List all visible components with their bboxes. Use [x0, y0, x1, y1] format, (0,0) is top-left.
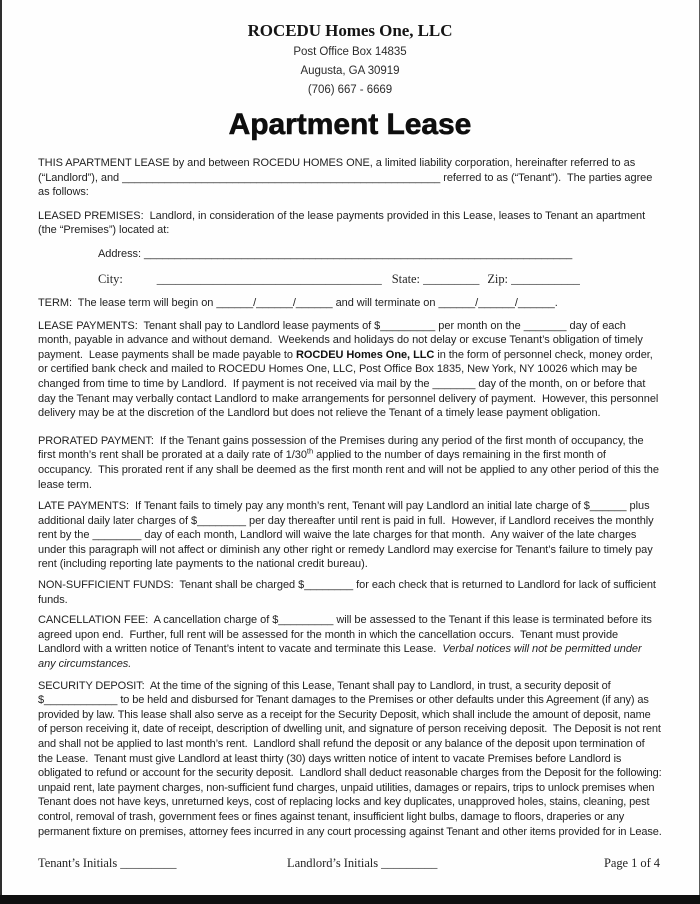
leased-premises-paragraph — [38, 209, 662, 238]
lease-payments-text-2: per month on the — [435, 319, 524, 332]
address-label: Address: — [98, 247, 145, 260]
late-payments-text-2: plus additional daily later charges of $ — [38, 500, 653, 527]
waive-day-blank: ________ — [92, 529, 142, 542]
non-sufficient-funds-paragraph — [38, 578, 662, 607]
late-payments-text-4: day of each month, Landlord will waive the late charges for that month. Any waiver of the late charges under this paragraph will not affect or diminish any other right or remedy Landlord may exercise for Tenant’s failure to timely pay rent (including reporting late payments to the national credit bureau). — [38, 529, 656, 571]
company-phone: (706) 667 - 6669 — [307, 84, 393, 96]
prorated-payment-paragraph — [38, 434, 662, 492]
cancellation-fee-paragraph — [38, 613, 662, 671]
scan-edge-left — [0, 0, 2, 904]
letterhead — [38, 20, 662, 98]
leased-premises-text: LEASED PREMISES: Landlord, in consideration of the lease payments provided in this Lease, leases to Tenant an apartment (the “Premises”) located at: — [38, 209, 649, 237]
prorated-superscript: th — [306, 446, 314, 456]
cancellation-text-1: CANCELLATION FEE: A cancellation charge of $ — [38, 614, 279, 627]
nsf-charge-blank: ________ — [304, 579, 354, 592]
payable-to-company: ROCDEU Homes One, LLC — [296, 348, 435, 361]
tenant-name-blank: ____________________________________________________ — [122, 171, 441, 184]
prorated-text-1: PRORATED PAYMENT: If the Tenant gains possession of the Premises during any period of the first month of occupancy, the first month’s rent shall be prorated at a daily rate of 1/30 — [38, 434, 647, 462]
address-blank: ______________________________________________________________________ — [144, 247, 573, 260]
zip-blank: ___________ — [507, 271, 580, 286]
lease-payments-text-4: in the form of personnel check, money order, or certified bank check and mailed to ROCEDU Homes One, LLC, Post Office Box 1835, New York, NY 10026 which may be changed from time to time by Landlord. If payment is not received via mail by the — [38, 348, 656, 390]
security-deposit-text-1: SECURITY DEPOSIT: At the time of the signing of this Lease, Tenant shall pay to Landlord, in trust, a security deposit of $ — [38, 679, 614, 707]
term-end-date-blank: ______/______/______ — [438, 296, 555, 309]
city-label: City: — [98, 271, 123, 286]
lease-payments-text-1: LEASE PAYMENTS: Tenant shall pay to Landlord lease payments of $ — [38, 319, 381, 332]
document-title: Apartment Lease — [228, 108, 472, 141]
nsf-text-2: for each check that is returned to Landlord for lack of sufficient funds. — [38, 579, 659, 606]
cancellation-italic-notice: Verbal notices will not be permitted under any circumstances. — [38, 643, 645, 671]
due-day-blank: _______ — [523, 319, 567, 332]
initial-late-charge-blank: ______ — [589, 500, 627, 513]
prorated-text-2: applied to the number of days remaining in the first month of occupancy. This prorated rent if any shall be deemed as the first month rent and will not be applied to any other period of this the lease term. — [38, 449, 662, 491]
page-number: Page 1 of 4 — [603, 856, 660, 870]
security-deposit-paragraph — [38, 679, 668, 840]
state-label: State: — [391, 271, 420, 286]
lease-payments-text-5: day of the month, on or before that day the Tenant may verbally contact Landlord to make arrangements for personnel delivery of payment. However, this personnel delivery may be at the discretion of the Landlord but does not relieve the Tenant of a timely lease payment obligation. — [38, 377, 662, 420]
term-text-1: TERM: The lease term will begin on — [38, 296, 217, 309]
tenant-initials-label: Tenant’s Initials — [38, 856, 121, 870]
intro-text-2: referred to as (“Tenant”). The parties agree as follows: — [38, 171, 656, 199]
state-blank: _________ — [419, 271, 480, 286]
late-payments-paragraph — [38, 499, 662, 572]
intro-text-1: THIS APARTMENT LEASE by and between ROCEDU HOMES ONE, a limited liability corporation, hereinafter referred to as (“Landlord”), and — [38, 157, 639, 184]
term-text-2: and will terminate on — [332, 296, 439, 309]
company-name: ROCEDU Homes One, LLC — [247, 21, 453, 40]
lease-payments-paragraph — [38, 319, 662, 421]
city-blank: ____________________________________ — [156, 271, 382, 286]
late-payments-text-3: per day thereafter until rent is paid in full. However, if Landlord receives the monthly rent by the — [38, 514, 657, 542]
zip-label: Zip: — [487, 271, 508, 286]
intro-paragraph — [38, 156, 662, 200]
security-deposit-amount-blank: ____________ — [44, 694, 118, 707]
term-begin-date-blank: ______/______/______ — [216, 296, 333, 309]
nsf-text-1: NON-SUFFICIENT FUNDS: Tenant shall be charged $ — [38, 579, 305, 592]
landlord-initials-label: Landlord’s Initials — [287, 856, 382, 870]
rent-amount-blank: _________ — [380, 319, 436, 332]
company-city-state: Augusta, GA 30919 — [300, 65, 400, 77]
lease-payments-text-3: day of each month, payable in advance and without demand. Weekends and holidays do not delay or excuse Tenant’s obligation of timely payment. Lease payments shall be made payable to — [38, 319, 646, 361]
term-text-3: . — [554, 296, 558, 309]
term-paragraph — [38, 296, 662, 311]
landlord-initials-blank: _________ — [381, 856, 438, 870]
cancellation-text-2: will be assessed to the Tenant if this lease is terminated before its agreed upon end. Further, full rent will be assessed for the month in which the cancellation occurs. Tenant must provide Landlord with a written notice of Tenant’s intent to vacate and terminate this Lease. — [38, 614, 655, 656]
tenant-initials-blank: _________ — [120, 856, 177, 870]
city-state-zip-row — [38, 271, 662, 287]
cancellation-charge-blank: _________ — [278, 614, 334, 627]
page-footer — [38, 856, 662, 874]
security-deposit-text-2: to be held and disbursed for Tenant damages to the Premises or other defaults under this Agreement (if any) as provided by law. This lease shall also serve as a receipt for the Security Deposit, which shall include the amount of deposit, name of person receiving it, date of receipt, description of dwelling unit, and signature of person receiving deposit. The Deposit is not rent and shall not be applied to last month’s rent. Landlord shall refund the deposit or any balance of the deposit upon termination of the Lease. Tenant must give Landlord at least thirty (30) days written notice of intent to vacate Premises before Landlord is obligated to refund or account for the security deposit. Landlord shall deduct reasonable charges from the Deposit for the following: unpaid rent, late payment charges, non-sufficient fund charges, unpaid utilities, damages or repairs, trips to unlock premises when Tenant does not have keys, unreturned keys, cost of replacing locks and key duplicates, unapproved holes, stains, cleaning, pest control, removal of trash, government fees or fines against tenant, insufficient light bulbs, damage to floors, draperies or any permanent fixture on premises, attorney fees incurred in any court processing against Tenant and other items provided for in Lease. — [38, 694, 668, 838]
company-po-box: Post Office Box 14835 — [293, 46, 407, 58]
address-row — [38, 247, 662, 262]
daily-late-charge-blank: ________ — [197, 514, 247, 527]
mail-deadline-day-blank: _______ — [432, 377, 476, 390]
tenant-initials — [38, 856, 177, 871]
late-payments-text-1: LATE PAYMENTS: If Tenant fails to timely pay any month’s rent, Tenant will pay Landlord an initial late charge of $ — [38, 500, 590, 513]
scan-edge-bottom — [0, 895, 700, 904]
landlord-initials — [287, 856, 437, 871]
